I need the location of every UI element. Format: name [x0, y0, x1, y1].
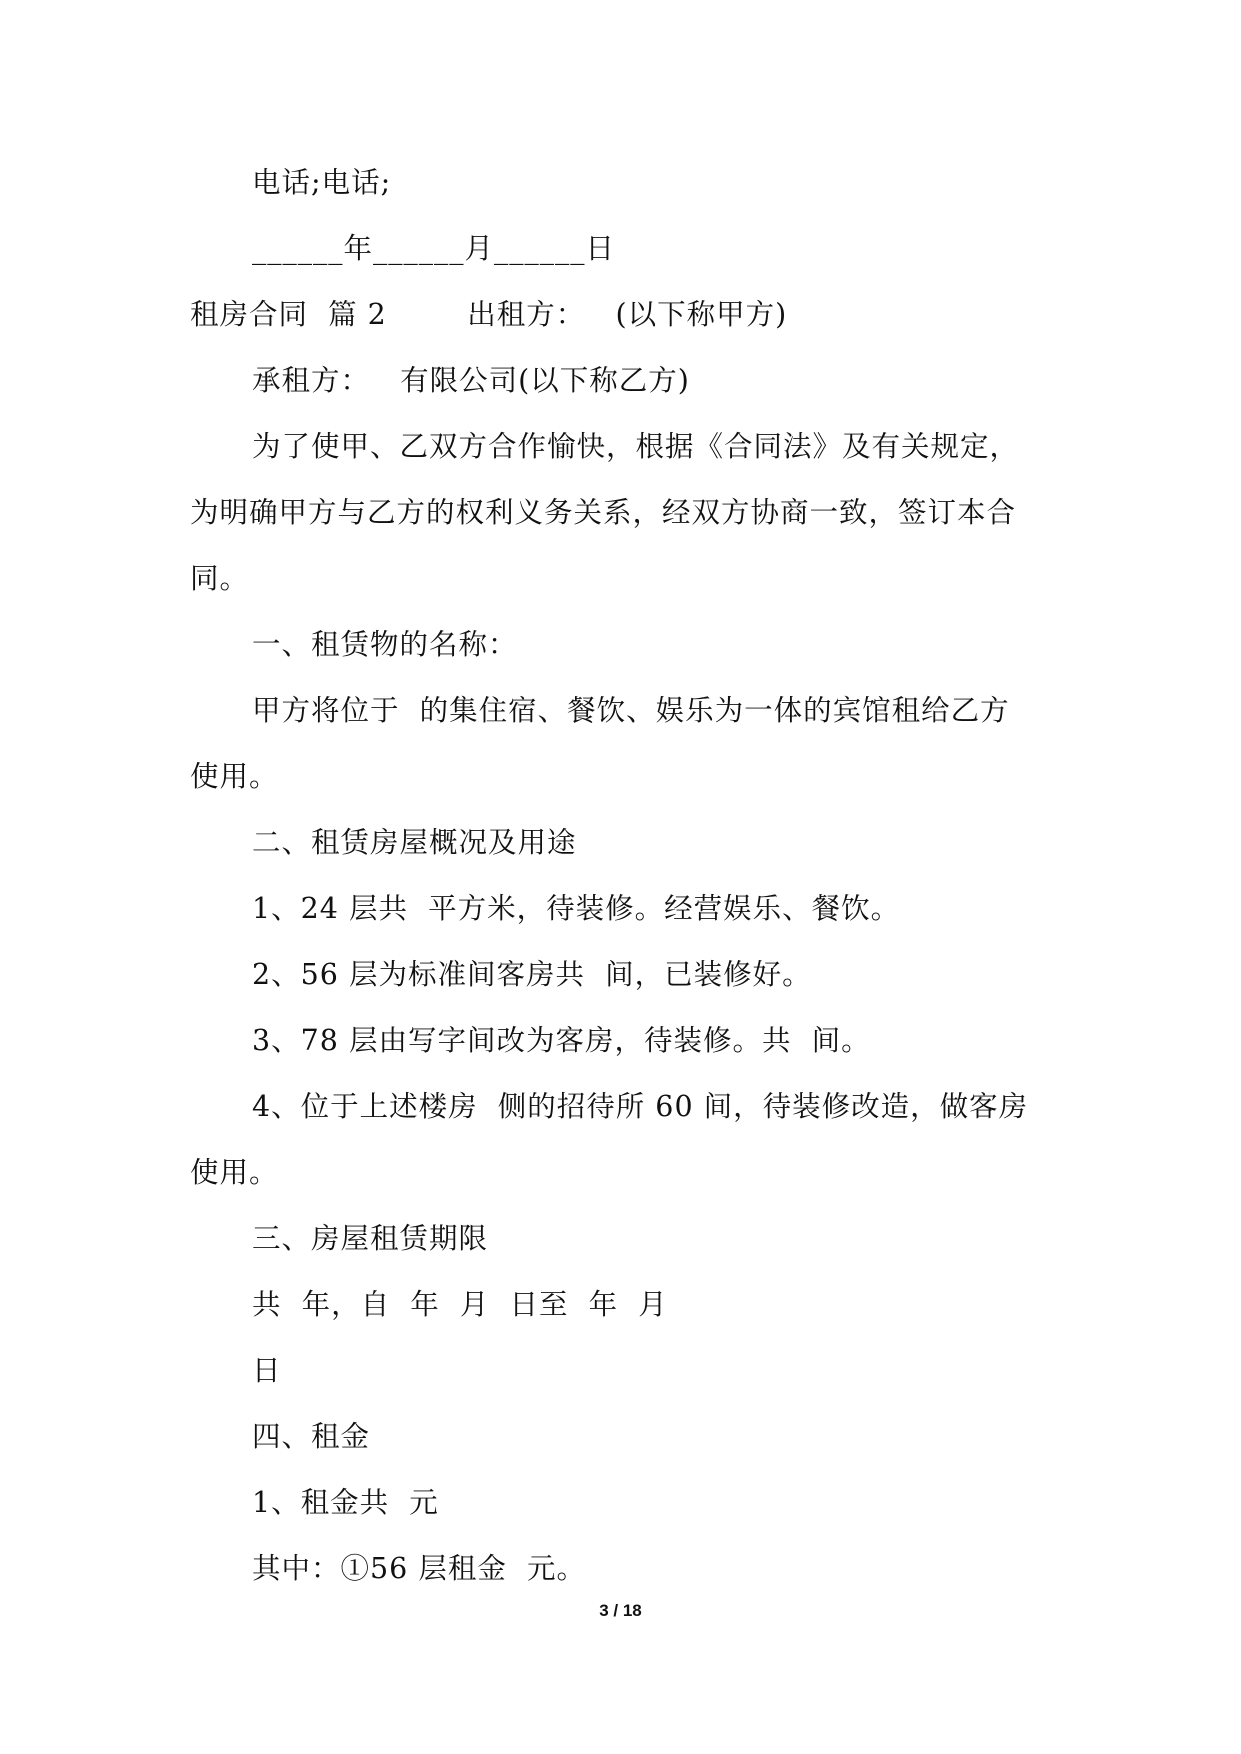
section-2-heading: 二、租赁房屋概况及用途	[252, 826, 577, 859]
intro-paragraph-line-3: 同。	[190, 562, 250, 595]
section-3-term-line-2: 日	[252, 1354, 282, 1387]
section-2-item-2: 2、56 层为标准间客房共 间，已装修好。	[252, 958, 812, 991]
section-2-item-1: 1、24 层共 平方米，待装修。经营娱乐、餐饮。	[252, 892, 901, 925]
section-3-term-line-1: 共 年，自 年 月 日至 年 月	[252, 1288, 668, 1321]
intro-paragraph-line-1: 为了使甲、乙双方合作愉快，根据《合同法》及有关规定，	[252, 430, 1020, 463]
section-2-item-4-line-2: 使用。	[190, 1156, 279, 1189]
section-1-text-line-1: 甲方将位于 的集住宿、餐饮、娱乐为一体的宾馆租给乙方	[252, 694, 1010, 727]
lessee-line: 承租方： 有限公司(以下称乙方)	[252, 364, 690, 397]
section-2-item-4-line-1: 4、位于上述楼房 侧的招待所 60 间，待装修改造，做客房	[252, 1090, 1029, 1123]
phone-line: 电话;电话;	[252, 166, 392, 199]
contract-heading-line: 租房合同 篇 2 出租方： (以下称甲方)	[190, 298, 788, 331]
date-line: ______年______月______日	[252, 232, 616, 265]
section-1-text-line-2: 使用。	[190, 760, 279, 793]
section-3-heading: 三、房屋租赁期限	[252, 1222, 489, 1255]
intro-paragraph-line-2: 为明确甲方与乙方的权利义务关系，经双方协商一致，签订本合	[190, 496, 1017, 529]
page-number: 3 / 18	[599, 1601, 642, 1620]
section-4-item-1: 1、租金共 元	[252, 1486, 439, 1519]
section-1-heading: 一、租赁物的名称：	[252, 628, 518, 661]
section-4-detail: 其中：①56 层租金 元。	[252, 1552, 586, 1585]
section-2-item-3: 3、78 层由写字间改为客房，待装修。共 间。	[252, 1024, 871, 1057]
section-4-heading: 四、租金	[252, 1420, 371, 1453]
